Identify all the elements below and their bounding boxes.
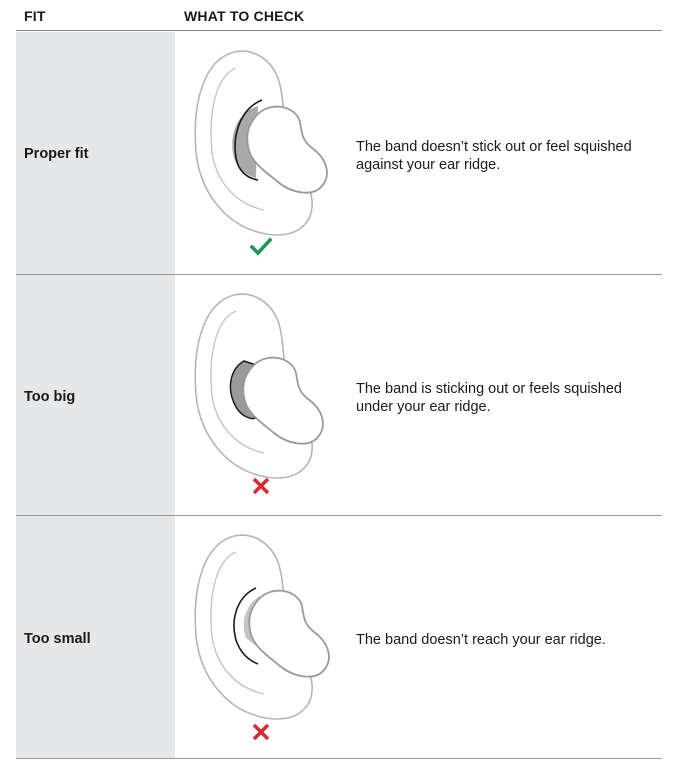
fit-label: Too big: [24, 389, 76, 405]
description: The band doesn’t stick out or feel squished against your ear ridge.: [356, 139, 632, 173]
table-header: [16, 0, 662, 31]
x-icon: [250, 721, 272, 743]
x-icon: [250, 475, 272, 497]
description: The band doesn’t reach your ear ridge.: [356, 632, 606, 648]
what-to-check-column-header: WHAT TO CHECK: [184, 8, 305, 24]
fit-label: Proper fit: [24, 146, 89, 162]
fit-label: Too small: [24, 631, 91, 647]
table-row-too-big: [16, 275, 662, 516]
check-icon: [250, 235, 272, 257]
description: The band is sticking out or feels squished under your ear ridge.: [356, 381, 622, 415]
table-row-proper-fit: [16, 32, 662, 275]
table-row-too-small: [16, 516, 662, 759]
fit-column-header: FIT: [24, 8, 46, 24]
